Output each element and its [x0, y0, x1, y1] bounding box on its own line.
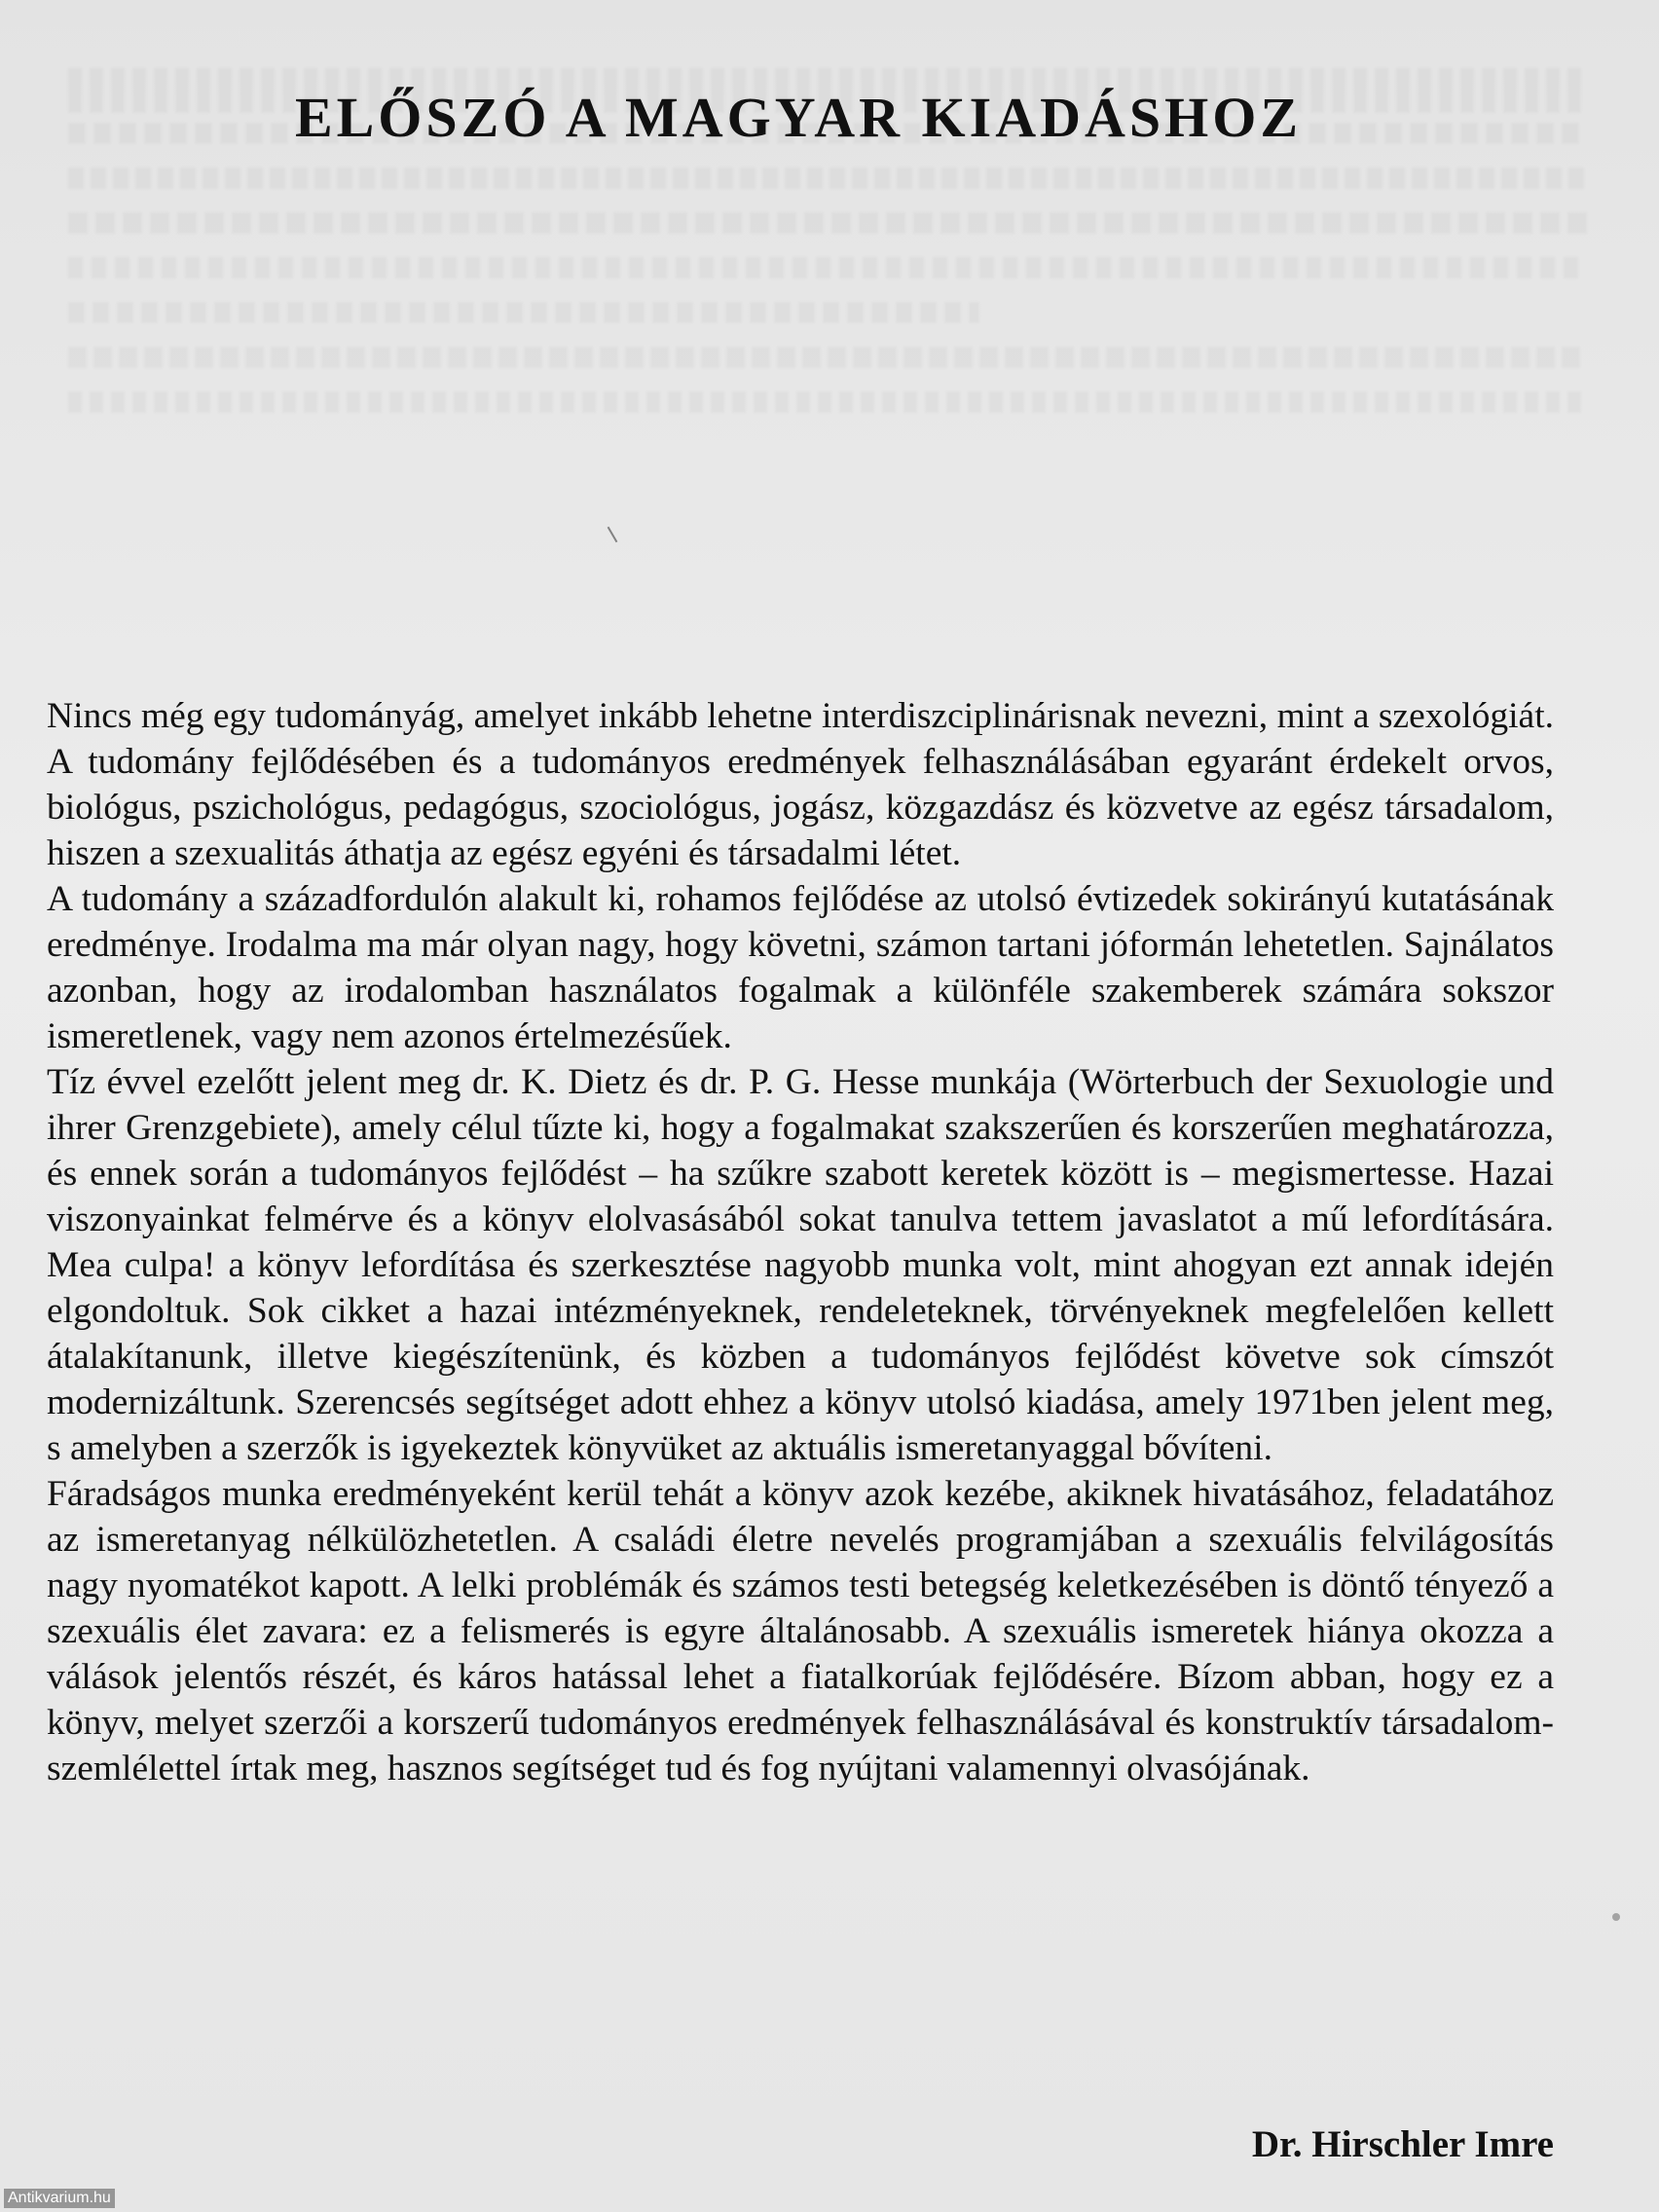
paragraph-1: Nincs még egy tudományág, amelyet inkább lehetne interdiszciplinárisnak nevezni, mint a szexológiát. A tudomány fejlődésében és a tudományos eredmények felhasználásában egyaránt érdekelt orvos, biológus, pszichológus, pedagógus, szociológus, jogász, közgazdász és közvetve az egész társadalom, hiszen a szexualitás áthatja az egész egyéni és társadalmi létet.	[47, 696, 1554, 873]
author-signature: Dr. Hirschler Imre	[1251, 2123, 1554, 2165]
paragraph-4: Fáradságos munka eredményeként kerül tehát a könyv azok kezébe, akiknek hivatásához, feladatához az ismeretanyag nélkülözhetetlen. A családi életre nevelés programjában a szexuális felvilágosítás nagy nyomatékot kapott. A lelki problémák és számos testi betegség keletkezésében is döntő tényező a szexuális élet zavara: ez a felismerés is egyre általánosabb. A szexuális ismeretek hiánya okozza a válások jelentős részét, és káros hatással lehet a fiatalkorúak fejlődésére. Bízom abban, hogy ez a könyv, melyet szerzői a korszerű tudományos eredmények felhasználásával és konstruktív társadalomszemlélettel írtak meg, hasznos segítséget tud és fog nyújtani valamennyi olvasójának.	[47, 1474, 1554, 1788]
paper-dust-dot	[1612, 1913, 1620, 1921]
page-title: ELŐSZÓ A MAGYAR KIADÁSHOZ	[294, 85, 1303, 149]
paper-scratch-mark	[608, 527, 618, 543]
preface-body	[47, 693, 1554, 1791]
source-watermark: Antikvarium.hu	[4, 2189, 115, 2208]
paragraph-2: A tudomány a századfordulón alakult ki, rohamos fejlődése az utolsó évtizedek sokirányú kutatásának eredménye. Irodalma ma már olyan nagy, hogy követni, számon tartani jóformán lehetetlen. Sajnálatos azonban, hogy az irodalomban használatos fogalmak a különféle szakemberek számára sokszor ismeretlenek, vagy nem azonos értelmezésűek.	[47, 879, 1554, 1056]
paragraph-3: Tíz évvel ezelőtt jelent meg dr. K. Dietz és dr. P. G. Hesse munkája (Wörterbuch der Sexuologie und ihrer Grenzgebiete), amely célul tűzte ki, hogy a fogalmakat szakszerűen és korszerűen meghatározza, és ennek során a tudományos fejlődést – ha szűkre szabott keretek között is – megismertesse. Hazai viszonyainkat felmérve és a könyv elolvasásából sokat tanulva tettem javaslatot a mű lefordítására. Mea culpa! a könyv lefordítása és szerkesztése nagyobb munka volt, mint ahogyan ezt annak idején elgondoltuk. Sok cikket a hazai intézményeknek, rendeleteknek, törvényeknek megfelelően kellett átalakítanunk, illetve kiegészítenünk, és közben a tudományos fejlődést követve sok címszót modernizáltunk. Szerencsés segítséget adott ehhez a könyv utolsó kiadása, amely 1971ben jelent meg, s amelyben a szerzők is igyekeztek könyvüket az aktuális ismeretanyaggal bővíteni.	[47, 1062, 1554, 1468]
